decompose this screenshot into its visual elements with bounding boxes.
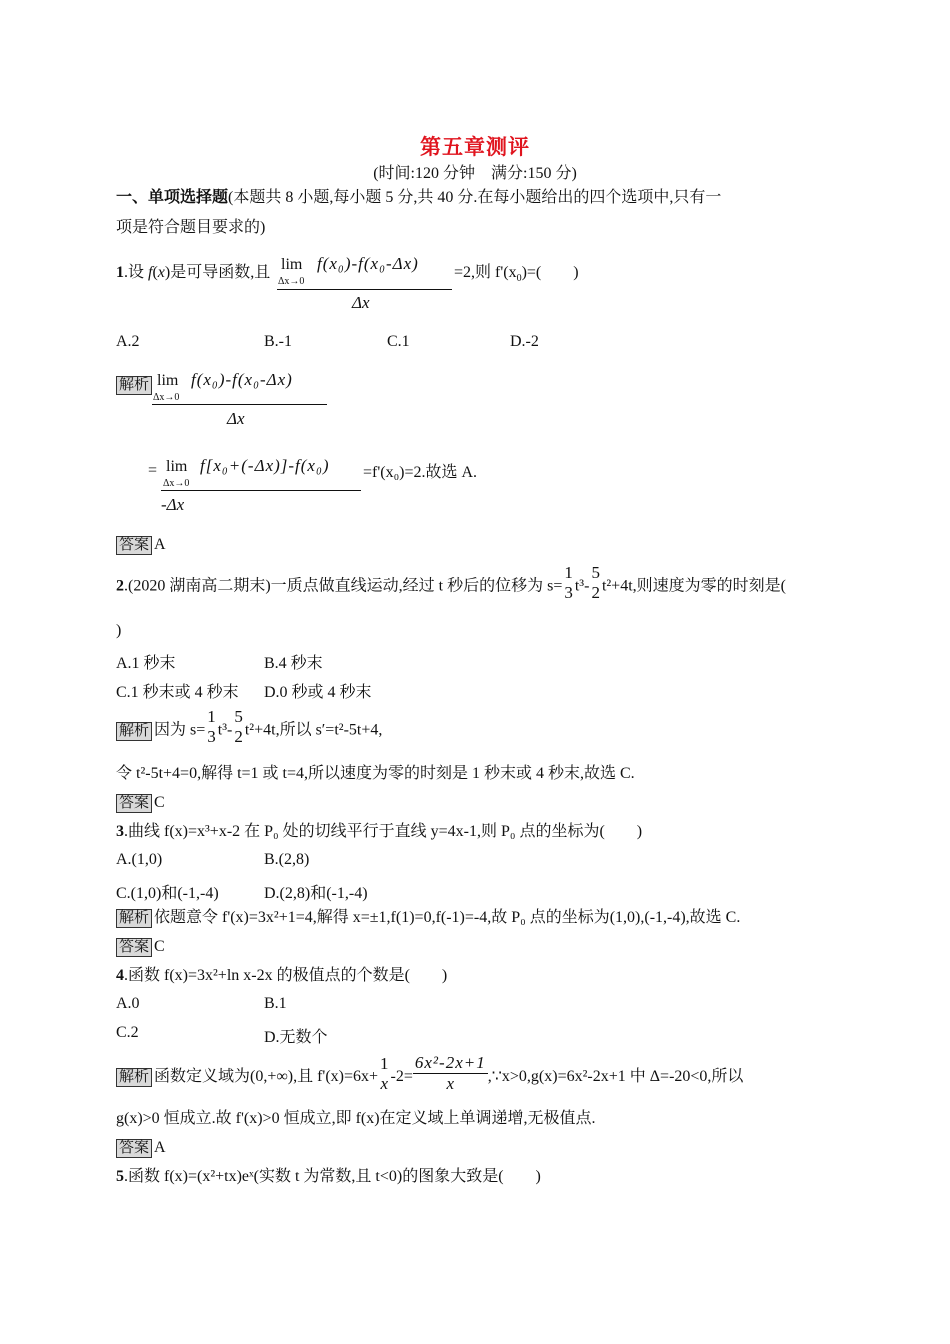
q2-frac-1 — [562, 563, 575, 603]
q2-frac-1-den: 3 — [564, 583, 573, 602]
q2-solution-line-2: 令 t²-5t+4=0,解得 t=1 或 t=4,所以速度为零的时刻是 1 秒末或 4 秒末,故选 C. — [116, 765, 635, 782]
q3-solution-line — [116, 908, 740, 928]
q2-stem — [116, 563, 786, 603]
q2-text: .(2020 湖南高二期末)一质点做直线运动,经过 t 秒后的位移为 s= — [124, 577, 563, 595]
page-title: 第五章测评 — [420, 135, 530, 159]
q4-solution-line-2: g(x)>0 恒成立.故 f'(x)>0 恒成立,即 f(x)在定义域上单调递增,无极值点. — [116, 1110, 596, 1127]
q2-option-b[interactable]: B.4 秒末 — [264, 655, 323, 672]
q2-sol-frac-2-num: 5 — [234, 707, 243, 726]
q4-frac-2 — [413, 1053, 488, 1094]
q4-answer-line — [116, 1138, 166, 1158]
q1-sol2-numerator: f[x₀+(-Δx)]-f(x₀) — [200, 456, 330, 475]
q1-text-mid: 是可导函数,且 — [170, 264, 271, 281]
q4-frac-2-den: x — [446, 1074, 455, 1093]
q2-sol-pre: 因为 s= — [154, 721, 206, 739]
q4-option-c[interactable]: C.2 — [116, 1024, 139, 1041]
q4-stem — [116, 966, 447, 986]
q2-sol-mid2: t²+4t,所以 s′=t²-5t+4, — [244, 721, 383, 739]
q1-sol2-equals: = — [148, 462, 158, 479]
q1-number: 1 — [116, 264, 124, 281]
q3-solution: 依题意令 f'(x)=3x²+1=4,解得 x=±1,f(1)=0,f(-1)=-4,故 P₀ 点的坐标为(1,0),(-1,-4),故选 C. — [154, 909, 741, 926]
section-heading-line — [116, 188, 721, 208]
q4-frac-1-den: x — [380, 1073, 389, 1093]
q1-option-a[interactable]: A.2 — [116, 333, 140, 350]
q4-number: 4 — [116, 967, 124, 984]
q4-frac-1 — [378, 1054, 391, 1094]
q2-text-tail: t³- — [574, 577, 590, 595]
q4-sol-post: ,∵x>0,g(x)=6x²-2x+1 中 Δ=-20<0,所以 — [487, 1068, 744, 1086]
q1-option-d[interactable]: D.-2 — [510, 333, 539, 350]
q2-option-c[interactable]: C.1 秒末或 4 秒末 — [116, 684, 239, 701]
q2-sol-frac-1 — [205, 707, 218, 747]
q1-denominator: Δx — [352, 293, 370, 312]
q2-frac-2-num: 5 — [591, 563, 600, 582]
q1-text-pre: .设 — [124, 264, 149, 281]
q2-analysis-tag: 解析 — [116, 722, 152, 741]
q4-option-d[interactable]: D.无数个 — [264, 1029, 328, 1046]
section-desc-1: (本题共 8 小题,每小题 5 分,共 40 分.在每小题给出的四个选项中,只有一 — [228, 189, 722, 206]
q4-frac-2-num: 6x²-2x+1 — [414, 1053, 486, 1072]
q2-frac-2 — [589, 563, 602, 603]
q1-stem-tail: =2,则 $f'(x_0)=$( ) — [454, 264, 579, 285]
q2-text-tail2: t²+4t,则速度为零的时刻是( — [601, 577, 786, 595]
q4-answer: A — [154, 1139, 166, 1156]
q2-close: ) — [116, 622, 122, 639]
q1-sol-lim: lim — [157, 372, 179, 389]
q1-sol2-tail: =f'(x₀)=2.故选 A. — [363, 464, 478, 481]
q2-solution-line-1 — [116, 707, 383, 747]
q3-option-a[interactable]: A.(1,0) — [116, 851, 163, 868]
q3-answer-tag: 答案 — [116, 938, 152, 957]
q1-fraction-bar — [277, 289, 452, 290]
q3-analysis-tag: 解析 — [116, 909, 152, 928]
q4-option-b[interactable]: B.1 — [264, 995, 287, 1012]
q1-option-c[interactable]: C.1 — [387, 333, 410, 350]
q1-text-post: =2,则 f'(x — [454, 264, 517, 281]
q4-frac-1-num: 1 — [380, 1053, 389, 1073]
q5-number: 5 — [116, 1168, 124, 1185]
q1-sol-numerator: f(x₀)-f(x₀-Δx) — [191, 370, 293, 389]
q1-answer-line — [116, 535, 166, 555]
q2-sol-frac-2 — [232, 707, 245, 747]
q4-sol-mid: -2= — [390, 1068, 413, 1086]
q5-text: .函数 f(x)=(x²+tx)eˣ(实数 t 为常数,且 t<0)的图象大致是( ) — [124, 1168, 541, 1185]
q1-sol2-denominator: -Δx — [161, 495, 185, 514]
q2-answer-tag: 答案 — [116, 794, 152, 813]
q2-option-a[interactable]: A.1 秒末 — [116, 655, 176, 672]
q4-answer-tag: 答案 — [116, 1139, 152, 1158]
q2-frac-2-den: 2 — [591, 583, 600, 602]
page-subtitle: (时间:120 分钟 满分:150 分) — [373, 165, 577, 182]
q1-sol-denominator: Δx — [227, 409, 245, 428]
q2-sol-frac-2-den: 2 — [234, 727, 243, 746]
section-desc-2: 项是符合题目要求的) — [116, 219, 266, 236]
q1-sol-fraction-bar — [152, 404, 327, 405]
q2-sol-frac-1-den: 3 — [207, 727, 216, 746]
q3-text: .曲线 f(x)=x³+x-2 在 P₀ 处的切线平行于直线 y=4x-1,则 P₀ 点的坐标为( ) — [124, 823, 643, 840]
q1-sol2-lim-sub: Δx→0 — [163, 478, 190, 489]
q4-sol-pre: 函数定义域为(0,+∞),且 f'(x)=6x+ — [154, 1068, 379, 1086]
q2-option-d[interactable]: D.0 秒或 4 秒末 — [264, 684, 372, 701]
q2-answer: C — [154, 794, 165, 811]
q2-sol-mid1: t³- — [217, 721, 233, 739]
q2-answer-line — [116, 793, 165, 813]
q3-answer: C — [154, 938, 165, 955]
q1-analysis-tag: 解析 — [116, 376, 152, 395]
q3-stem — [116, 822, 642, 842]
q3-option-c[interactable]: C.(1,0)和(-1,-4) — [116, 885, 219, 902]
q5-stem — [116, 1167, 541, 1187]
q2-sol-frac-1-num: 1 — [207, 707, 216, 726]
q1-option-b[interactable]: B.-1 — [264, 333, 292, 350]
q1-text-end: )=( ) — [521, 264, 579, 281]
section-heading: 一、单项选择题 — [116, 189, 229, 206]
q3-number: 3 — [116, 823, 124, 840]
q1-numerator: f(x₀)-f(x₀-Δx) — [317, 254, 419, 273]
q3-answer-line — [116, 937, 165, 957]
q3-option-d[interactable]: D.(2,8)和(-1,-4) — [264, 885, 368, 902]
q1-sol-lim-sub: Δx→0 — [153, 392, 180, 403]
q1-sol2-fraction-bar — [161, 490, 361, 491]
q2-number: 2 — [116, 577, 124, 595]
q1-answer-tag: 答案 — [116, 536, 152, 555]
q1-stem: 1.设 f(x)是可导函数,且 — [116, 264, 271, 281]
q2-frac-1-num: 1 — [564, 563, 573, 582]
q4-analysis-tag: 解析 — [116, 1068, 152, 1087]
q1-sol2-lim: lim — [166, 458, 188, 475]
q3-option-b[interactable]: B.(2,8) — [264, 851, 310, 868]
q1-lim-sub: Δx→0 — [278, 276, 305, 287]
q4-text: .函数 f(x)=3x²+ln x-2x 的极值点的个数是( ) — [124, 967, 448, 984]
q1-lim: lim — [281, 256, 303, 273]
q1-answer: A — [154, 536, 166, 553]
q4-solution-line-1 — [116, 1053, 744, 1094]
q4-option-a[interactable]: A.0 — [116, 995, 140, 1012]
